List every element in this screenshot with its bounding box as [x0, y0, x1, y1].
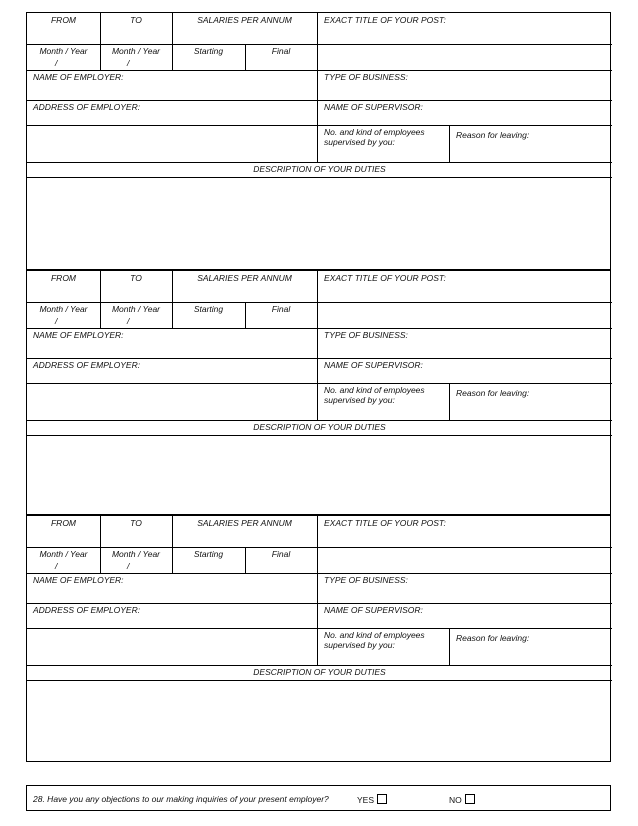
to-month-year-label: Month / Year [111, 304, 161, 314]
from-month-year-label: Month / Year [39, 549, 88, 559]
reason-for-leaving-label: Reason for leaving: [456, 388, 530, 398]
from-date-separator: / [55, 561, 58, 571]
rule [27, 100, 612, 101]
employment-block-3 [26, 515, 611, 762]
rule [317, 44, 612, 45]
no-checkbox[interactable] [465, 794, 475, 804]
employees-label-line2: supervised by you: [324, 395, 395, 405]
no-label: NO [449, 795, 462, 805]
business-type-field[interactable] [319, 342, 611, 357]
reason-for-leaving-label: Reason for leaving: [456, 130, 530, 140]
from-date-separator: / [55, 316, 58, 326]
duties-label: DESCRIPTION OF YOUR DUTIES [253, 422, 386, 432]
to-label: TO [130, 15, 142, 25]
question-28-box [26, 785, 611, 811]
employer-address-label: ADDRESS OF EMPLOYER: [33, 360, 141, 370]
exact-title-label: EXACT TITLE OF YOUR POST: [324, 273, 446, 283]
rule [449, 383, 450, 420]
employees-label-line1: No. and kind of employees [324, 127, 425, 137]
to-date-separator: / [127, 316, 130, 326]
rule [27, 177, 612, 178]
to-label: TO [130, 518, 142, 528]
salaries-label: SALARIES PER ANNUM [197, 15, 292, 25]
employer-name-label: NAME OF EMPLOYER: [33, 72, 124, 82]
reason-for-leaving-field[interactable] [451, 644, 611, 664]
rule [27, 573, 612, 574]
reason-for-leaving-label: Reason for leaving: [456, 633, 530, 643]
rule [27, 358, 612, 359]
employees-label-line2: supervised by you: [324, 137, 395, 147]
salaries-label: SALARIES PER ANNUM [197, 518, 292, 528]
from-month-year-label: Month / Year [39, 304, 88, 314]
from-month-year-label: Month / Year [39, 46, 88, 56]
rule [449, 628, 450, 665]
rule [27, 603, 612, 604]
rule [27, 162, 612, 163]
from-label: FROM [50, 518, 77, 528]
rule [449, 125, 450, 162]
employment-block-1 [26, 12, 611, 270]
rule [317, 13, 318, 162]
rule [27, 383, 612, 384]
no-option[interactable] [449, 794, 475, 805]
exact-title-field[interactable] [319, 304, 611, 327]
rule [27, 420, 612, 421]
rule [27, 70, 612, 71]
employees-label-line1: No. and kind of employees [324, 385, 425, 395]
supervisor-label: NAME OF SUPERVISOR: [324, 102, 423, 112]
business-type-label: TYPE OF BUSINESS: [324, 575, 408, 585]
final-salary-label: Final [271, 46, 291, 56]
employees-label-line2: supervised by you: [324, 640, 395, 650]
final-salary-label: Final [271, 304, 291, 314]
yes-option[interactable] [357, 794, 387, 805]
starting-salary-label: Starting [193, 46, 224, 56]
rule [317, 302, 612, 303]
employer-name-label: NAME OF EMPLOYER: [33, 330, 124, 340]
to-label: TO [130, 273, 142, 283]
from-label: FROM [50, 273, 77, 283]
employer-address-label: ADDRESS OF EMPLOYER: [33, 102, 141, 112]
employer-name-field[interactable] [27, 342, 316, 357]
from-label: FROM [50, 15, 77, 25]
rule [27, 665, 612, 666]
yes-checkbox[interactable] [377, 794, 387, 804]
salaries-label: SALARIES PER ANNUM [197, 273, 292, 283]
yes-label: YES [357, 795, 375, 805]
employer-name-label: NAME OF EMPLOYER: [33, 575, 124, 585]
business-type-label: TYPE OF BUSINESS: [324, 330, 408, 340]
duties-label: DESCRIPTION OF YOUR DUTIES [253, 667, 386, 677]
from-date-separator: / [55, 58, 58, 68]
business-type-field[interactable] [319, 587, 611, 602]
exact-title-field[interactable] [319, 46, 611, 69]
employer-name-field[interactable] [27, 84, 316, 99]
rule [27, 680, 612, 681]
rule [317, 271, 318, 420]
exact-title-label: EXACT TITLE OF YOUR POST: [324, 518, 446, 528]
rule [27, 328, 612, 329]
starting-salary-label: Starting [193, 304, 224, 314]
rule [27, 125, 612, 126]
rule [317, 516, 318, 665]
duties-field[interactable] [27, 179, 611, 269]
question-28-text: 28. Have you any objections to our making inquiries of your present employer? [33, 794, 329, 804]
reason-for-leaving-field[interactable] [451, 141, 611, 161]
to-month-year-label: Month / Year [111, 46, 161, 56]
business-type-field[interactable] [319, 84, 611, 99]
employer-address-label: ADDRESS OF EMPLOYER: [33, 605, 141, 615]
duties-field[interactable] [27, 682, 611, 761]
starting-salary-label: Starting [193, 549, 224, 559]
employer-address-field[interactable] [27, 127, 316, 161]
to-month-year-label: Month / Year [111, 549, 161, 559]
employer-address-field[interactable] [27, 385, 316, 419]
supervisor-label: NAME OF SUPERVISOR: [324, 605, 423, 615]
exact-title-field[interactable] [319, 549, 611, 572]
rule [317, 547, 612, 548]
duties-field[interactable] [27, 437, 611, 514]
employer-address-field[interactable] [27, 630, 316, 664]
business-type-label: TYPE OF BUSINESS: [324, 72, 408, 82]
to-date-separator: / [127, 58, 130, 68]
supervisor-label: NAME OF SUPERVISOR: [324, 360, 423, 370]
employment-block-2 [26, 270, 611, 515]
reason-for-leaving-field[interactable] [451, 399, 611, 419]
final-salary-label: Final [271, 549, 291, 559]
rule [27, 628, 612, 629]
rule [27, 435, 612, 436]
exact-title-label: EXACT TITLE OF YOUR POST: [324, 15, 446, 25]
to-date-separator: / [127, 561, 130, 571]
employees-label-line1: No. and kind of employees [324, 630, 425, 640]
employer-name-field[interactable] [27, 587, 316, 602]
duties-label: DESCRIPTION OF YOUR DUTIES [253, 164, 386, 174]
